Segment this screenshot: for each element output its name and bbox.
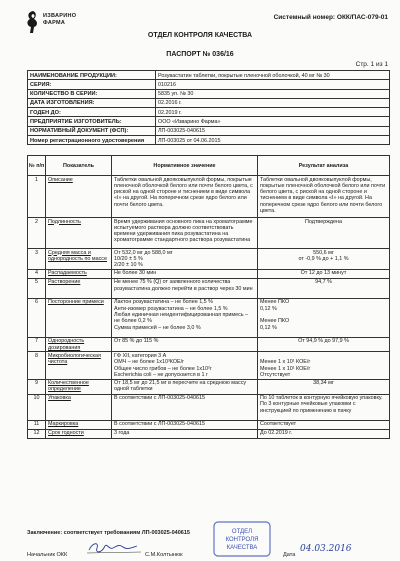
row-num: 5 [28, 278, 46, 298]
row-num: 12 [28, 429, 46, 438]
row-indicator: Количественное определение [46, 379, 112, 394]
quality-control-stamp [212, 520, 272, 558]
info-row-normative-doc [28, 126, 390, 135]
info-row-expiry [28, 108, 390, 117]
row-indicator: Растворение [46, 278, 112, 298]
row-indicator: Маркировка [46, 420, 112, 429]
product-info-table [27, 70, 390, 145]
info-value: ЛП-003025 от 04.06.2015 [156, 136, 390, 145]
table-row [28, 278, 390, 298]
row-norm: 3 года [112, 429, 258, 438]
row-result: Таблетки овальной двояковыпуклой формы, покрытые пленочной оболочкой белого или почти белого цвета, с риской на одной стороне и тиснением в виде символа «I» на другой. На поперечном срезе ядро белого или почти белого цвета. [258, 176, 390, 218]
row-result: Менее 1 х 10¹ КОЕ/г Менее 1 х 10¹ КОЕ/г Отсутствует [258, 352, 390, 379]
row-indicator: Упаковка [46, 394, 112, 420]
table-row [28, 176, 390, 218]
row-norm: От 532,0 мг до 588,0 мг 10/20 ± 5 % 2/20 ± 10 % [112, 249, 258, 270]
row-norm: В соответствии с ЛП-003025-040615 [112, 394, 258, 420]
row-result: По 10 таблеток в контурную ячейковую упаковку. По 3 контурные ячейковые упаковки с инструкцией по применению в пачку [258, 394, 390, 420]
row-indicator: Описание [46, 176, 112, 218]
table-row [28, 337, 390, 352]
row-num: 7 [28, 337, 46, 352]
table-row [28, 420, 390, 429]
logo-text-line1: ИЗВАРИНО [43, 13, 77, 19]
passport-title: ПАСПОРТ № 036/16 [166, 51, 234, 58]
row-indicator: Срок годности [46, 429, 112, 438]
info-row-series [28, 80, 390, 89]
stamp-line2: КОНТРОЛЯ [225, 537, 259, 543]
row-indicator: Подлинность [46, 218, 112, 249]
row-num: 10 [28, 394, 46, 420]
row-norm: От 18,5 мг до 21,5 мг в пересчете на среднюю массу одной таблетки [112, 379, 258, 394]
table-row [28, 379, 390, 394]
col-header-norm: Нормативное значение [112, 156, 258, 176]
row-result: До 02.2019 г. [258, 429, 390, 438]
row-num: 2 [28, 218, 46, 249]
row-indicator: Средняя масса и однородность по массе [46, 249, 112, 270]
row-num: 9 [28, 379, 46, 394]
col-header-num: № п/п [28, 156, 46, 176]
row-result: Подтверждена [258, 218, 390, 249]
row-indicator: Микробиологическая чистота [46, 352, 112, 379]
table-row [28, 249, 390, 270]
table-row [28, 269, 390, 278]
table-row [28, 298, 390, 337]
table-row [28, 429, 390, 438]
row-result: 38,34 мг [258, 379, 390, 394]
conclusion: Заключение: соответствует требованиям ЛП-003025-040615 [27, 530, 190, 536]
date-label: Дата [283, 552, 296, 558]
info-value: 5835 уп. № 30 [156, 89, 390, 98]
row-num: 3 [28, 249, 46, 270]
info-label: НОРМАТИВНЫЙ ДОКУМЕНТ (ФСП): [28, 126, 156, 135]
info-value: 010216 [156, 80, 390, 89]
row-norm: Время удерживания основного пика на хроматограмме испытуемого раствора должно соответствовать времени удерживания пика розувастатина на хроматограмме стандартного раствора розувастатина [112, 218, 258, 249]
test-results-table [27, 155, 390, 439]
row-result: Соответствует [258, 420, 390, 429]
info-value: ООО «Изварино Фарма» [156, 117, 390, 126]
table-row [28, 352, 390, 379]
signature-label: Начальник ОКК [27, 552, 68, 558]
row-num: 1 [28, 176, 46, 218]
stamp-line1: ОТДЕЛ [231, 529, 253, 535]
info-label: ГОДЕН ДО: [28, 108, 156, 117]
handwritten-date: 04.03.2016 [300, 544, 352, 554]
row-norm: Не менее 75 % (Q) от заявленного количества розувастатина должно перейти в раствор через 30 мин [112, 278, 258, 298]
row-result: 94,7 % [258, 278, 390, 298]
info-row-registration [28, 136, 390, 145]
row-result: От 94,9 % до 97,9 % [258, 337, 390, 352]
row-indicator: Распадаемость [46, 269, 112, 278]
page-number: Стр. 1 из 1 [355, 61, 388, 68]
system-number: Системный номер: ОКК/ПАС-079-01 [273, 14, 388, 21]
info-label: Номер регистрационного удостоверения [28, 136, 156, 145]
row-indicator: Посторонние примеси [46, 298, 112, 337]
row-num: 6 [28, 298, 46, 337]
handwritten-signature [85, 538, 145, 558]
info-label: СЕРИЯ: [28, 80, 156, 89]
info-row-quantity [28, 89, 390, 98]
table-row [28, 394, 390, 420]
signatory-name: С.М.Колтынюк [145, 552, 183, 558]
row-num: 8 [28, 352, 46, 379]
stamp-line3: КАЧЕСТВА [226, 545, 258, 551]
department-title: ОТДЕЛ КОНТРОЛЯ КАЧЕСТВА [147, 32, 253, 39]
col-header-result: Результат анализа [258, 156, 390, 176]
row-norm: В соответствии с ЛП-003025-040615 [112, 420, 258, 429]
info-label: КОЛИЧЕСТВО В СЕРИИ: [28, 89, 156, 98]
info-row-manufacturer [28, 117, 390, 126]
col-header-indicator: Показатель [46, 156, 112, 176]
row-norm: Таблетки овальной двояковыпуклой формы, покрытые пленочной оболочкой белого или почти белого цвета, с риской на одной стороне и тиснением в виде символа «I» на другой. На поперечном срезе ядро белого или почти белого цвета. [112, 176, 258, 218]
info-label: ПРЕДПРИЯТИЕ ИЗГОТОВИТЕЛЬ: [28, 117, 156, 126]
info-value: 02.2019 г. [156, 108, 390, 117]
row-norm: Лактон розувастатина – не более 1,5 % Анти-изомер розувастатина – не более 1,5 % Любая единичная неидентифицированная примесь – не более 0,2 % Сумма примесей – не более 3,0 % [112, 298, 258, 337]
row-result: 550,6 мг от -0,9 % до + 1,1 % [258, 249, 390, 270]
row-num: 4 [28, 269, 46, 278]
table-row [28, 218, 390, 249]
logo-icon [24, 10, 40, 34]
logo-text-line2: ФАРМА [43, 20, 66, 26]
row-norm: Не более 30 мин [112, 269, 258, 278]
info-label: ДАТА ИЗГОТОВЛЕНИЯ: [28, 98, 156, 107]
company-logo [24, 10, 96, 34]
info-value: Розувастатин таблетки, покрытые пленочной оболочкой, 40 мг № 30 [156, 71, 390, 80]
row-result: Менее ПКО 0,12 % Менее ПКО 0,12 % [258, 298, 390, 337]
info-row-product [28, 71, 390, 80]
row-num: 11 [28, 420, 46, 429]
row-result: От 12 до 13 минут [258, 269, 390, 278]
row-norm: ГФ XII, категория 3 А ОМЧ – не более 1х10³КОЕ/г Общее число грибов – не более 1х10²г Escherichia coli – не допускается в 1 г [112, 352, 258, 379]
info-label: НАИМЕНОВАНИЕ ПРОДУКЦИИ: [28, 71, 156, 80]
table-header-row [28, 156, 390, 176]
row-indicator: Однородность дозирования [46, 337, 112, 352]
info-row-manufacture-date [28, 98, 390, 107]
info-value: 02.2016 г. [156, 98, 390, 107]
row-norm: От 85 % до 115 % [112, 337, 258, 352]
info-value: ЛП-003025-040615 [156, 126, 390, 135]
